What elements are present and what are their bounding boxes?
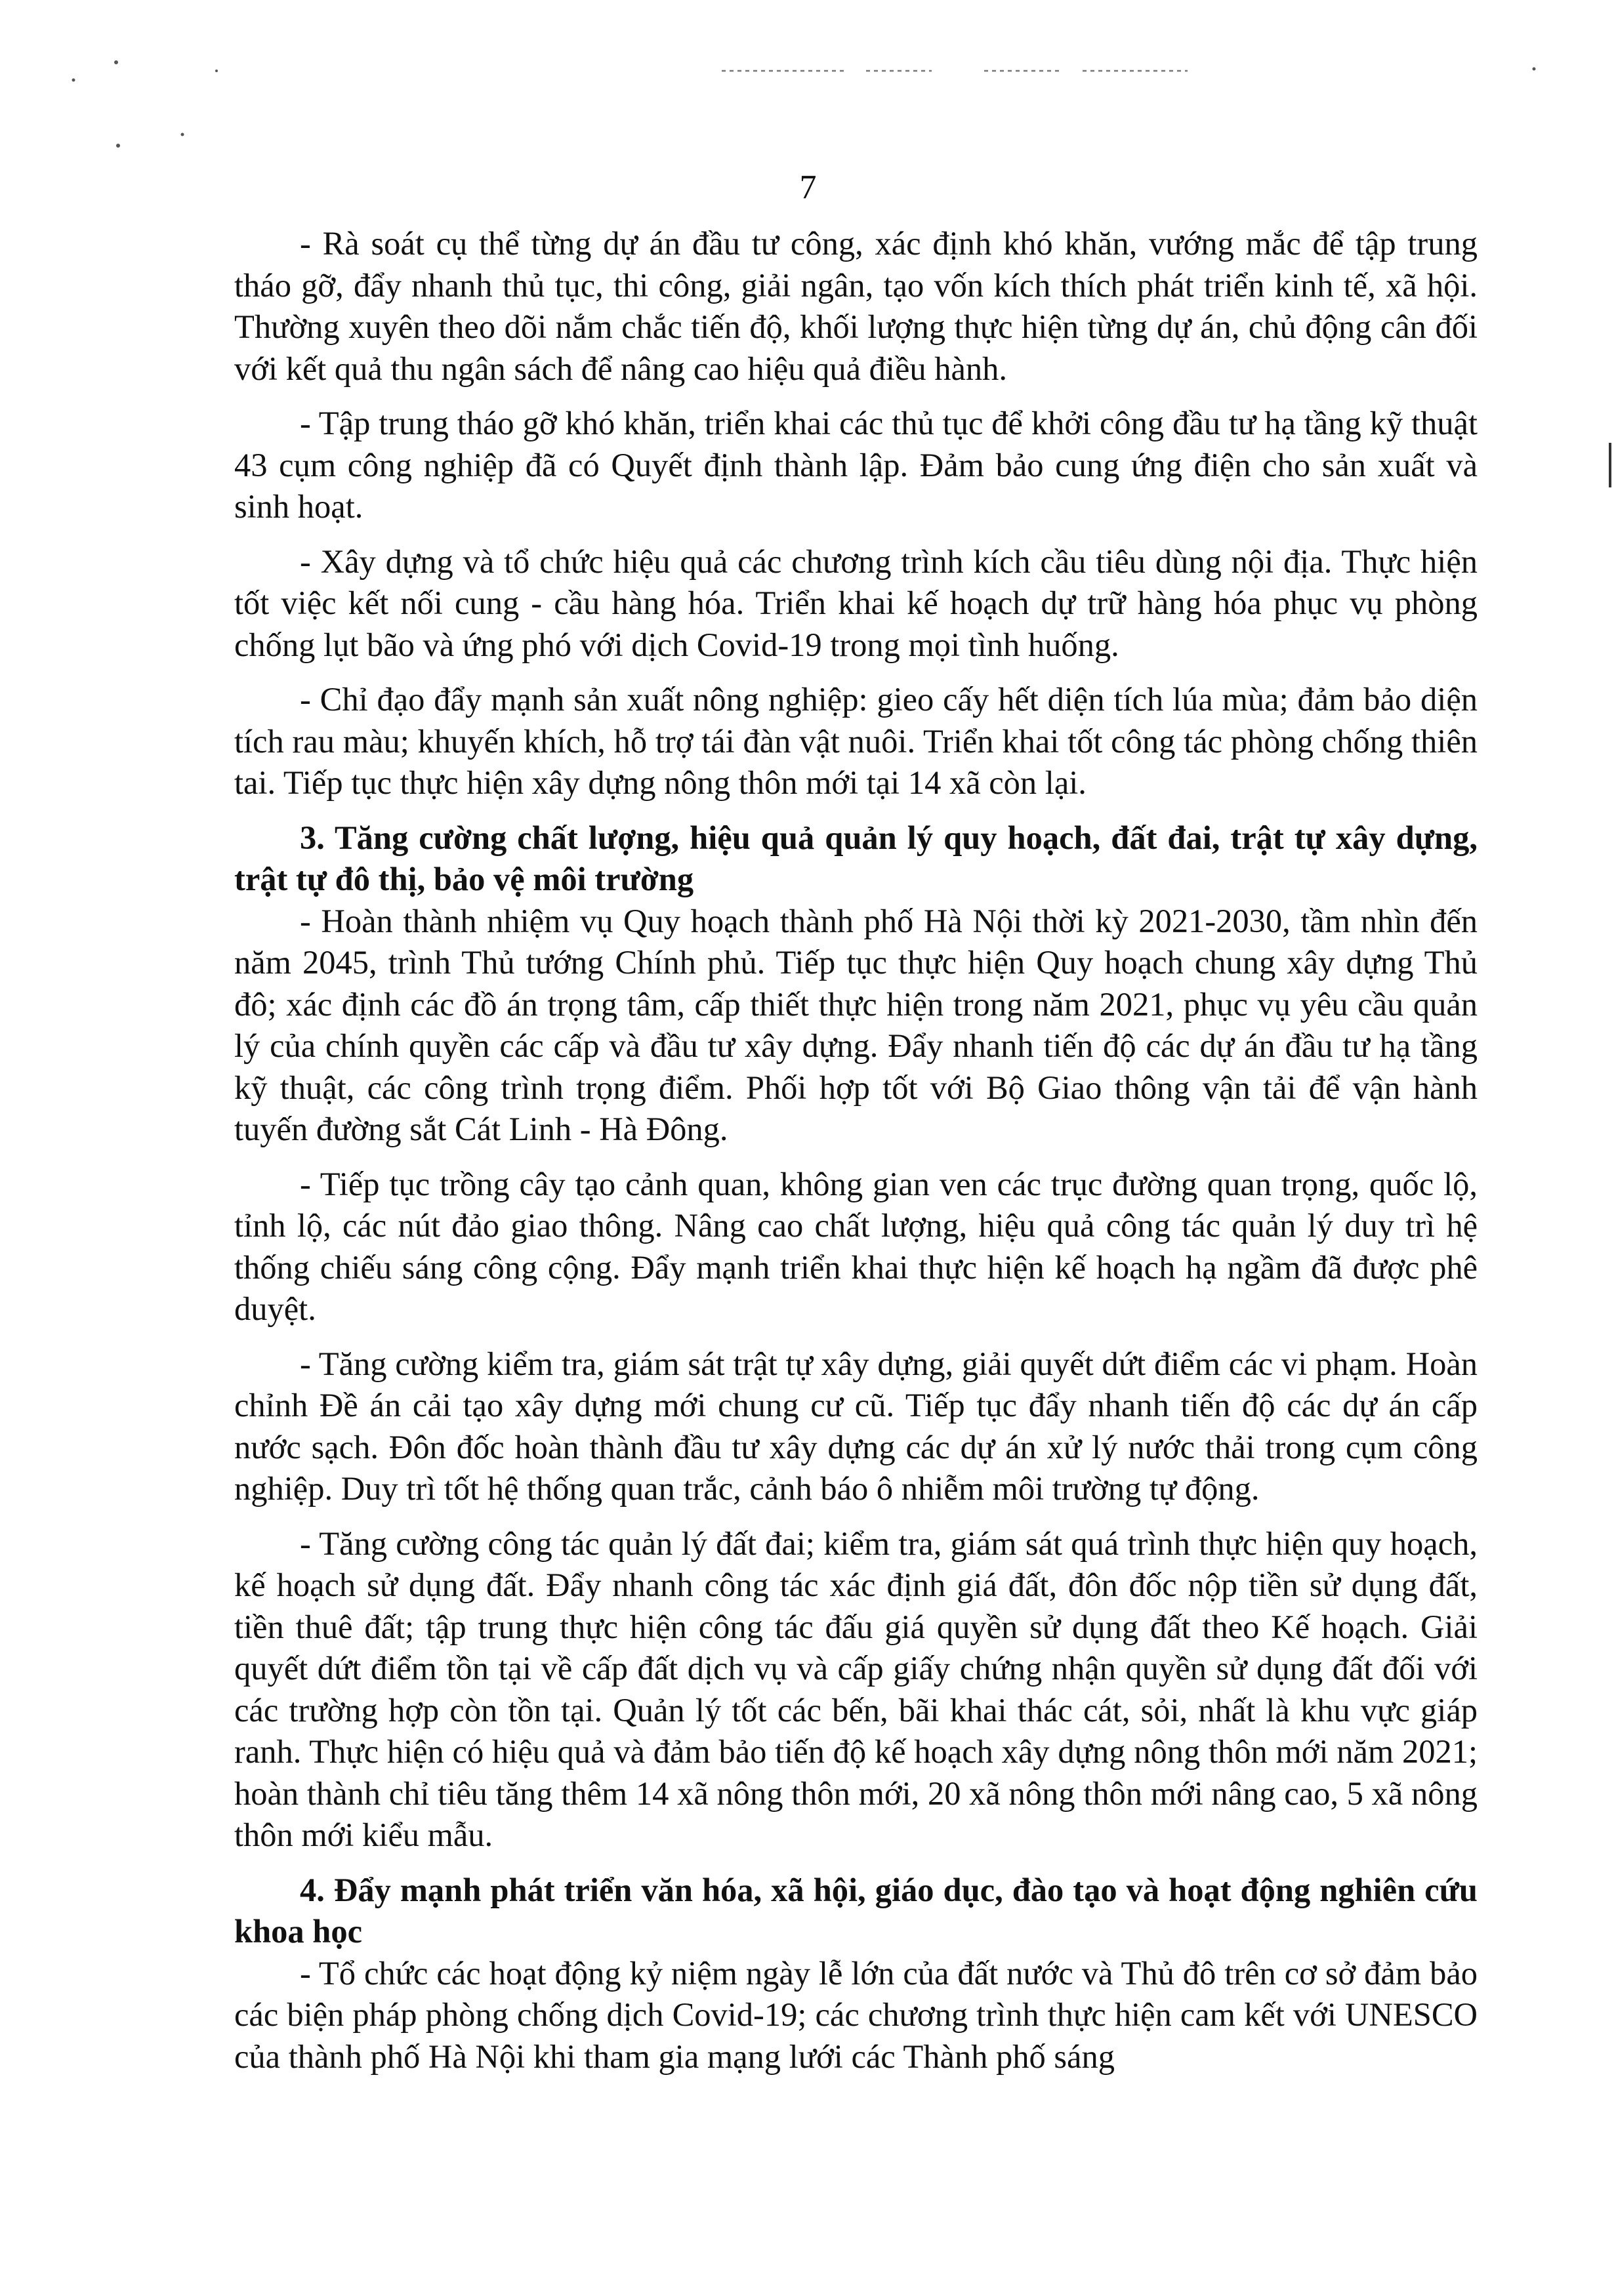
paragraph-public-investment: - Rà soát cụ thể từng dự án đầu tư công, xác định khó khăn, vướng mắc để tập trung tháo gỡ, đẩy nhanh thủ tục, thi công, giải ngân, tạo vốn kích thích phát triển kinh tế, xã hội. Thường xuyên theo dõi nắm chắc tiến độ, khối lượng thực hiện từng dự án, chủ động cân đối với kết quả thu ngân sách để nâng cao hiệu quả điều hành. (234, 225, 1478, 387)
paragraph-construction-order: - Tăng cường kiểm tra, giám sát trật tự xây dựng, giải quyết dứt điểm các vi phạm. Hoàn chỉnh Đề án cải tạo xây dựng mới chung cư cũ. Tiếp tục đẩy nhanh tiến độ các dự án cấp nước sạch. Đôn đốc hoàn thành đầu tư xây dựng các dự án xử lý nước thải trong cụm công nghiệp. Duy trì tốt hệ thống quan trắc, cảnh báo ô nhiễm môi trường tự động. (234, 1345, 1478, 1507)
paragraph-agriculture: - Chỉ đạo đẩy mạnh sản xuất nông nghiệp: gieo cấy hết diện tích lúa mùa; đảm bảo diện tích rau màu; khuyến khích, hỗ trợ tái đàn vật nuôi. Triển khai tốt công tác phòng chống thiên tai. Tiếp tục thực hiện xây dựng nông thôn mới tại 14 xã còn lại. (234, 681, 1478, 801)
paragraph-culture-events: - Tổ chức các hoạt động kỷ niệm ngày lễ lớn của đất nước và Thủ đô trên cơ sở đảm bảo các biện pháp phòng chống dịch Covid-19; các chương trình thực hiện cam kết với UNESCO của thành phố Hà Nội khi tham gia mạng lưới các Thành phố sáng (234, 1954, 1478, 2075)
paragraph-industrial-clusters: - Tập trung tháo gỡ khó khăn, triển khai các thủ tục để khởi công đầu tư hạ tầng kỹ thuật 43 cụm công nghiệp đã có Quyết định thành lập. Đảm bảo cung ứng điện cho sản xuất và sinh hoạt. (234, 405, 1478, 525)
section-heading-3: 3. Tăng cường chất lượng, hiệu quả quản lý quy hoạch, đất đai, trật tự xây dựng, trật tự đô thị, bảo vệ môi trường (234, 819, 1478, 897)
paragraph-planning: - Hoàn thành nhiệm vụ Quy hoạch thành phố Hà Nội thời kỳ 2021-2030, tầm nhìn đến năm 2045, trình Thủ tướng Chính phủ. Tiếp tục thực hiện Quy hoạch chung xây dựng Thủ đô; xác định các đồ án trọng tâm, cấp thiết thực hiện trong năm 2021, phục vụ yêu cầu quản lý của chính quyền các cấp và đầu tư xây dựng. Đẩy nhanh tiến độ các dự án đầu tư hạ tầng kỹ thuật, các công trình trọng điểm. Phối hợp tốt với Bộ Giao thông vận tải để vận hành tuyến đường sắt Cát Linh - Hà Đông. (234, 902, 1478, 1147)
section-heading-4: 4. Đẩy mạnh phát triển văn hóa, xã hội, giáo dục, đào tạo và hoạt động nghiên cứu khoa học (234, 1871, 1478, 1950)
paragraph-domestic-consumption: - Xây dựng và tổ chức hiệu quả các chương trình kích cầu tiêu dùng nội địa. Thực hiện tốt việc kết nối cung - cầu hàng hóa. Triển khai kế hoạch dự trữ hàng hóa phục vụ phòng chống lụt bão và ứng phó với dịch Covid-19 trong mọi tình huống. (234, 543, 1478, 663)
paragraph-land-management: - Tăng cường công tác quản lý đất đai; kiểm tra, giám sát quá trình thực hiện quy hoạch, kế hoạch sử dụng đất. Đẩy nhanh công tác xác định giá đất, đôn đốc nộp tiền sử dụng đất, tiền thuê đất; tập trung thực hiện công tác đấu giá quyền sử dụng đất theo Kế hoạch. Giải quyết dứt điểm tồn tại về cấp đất dịch vụ và cấp giấy chứng nhận quyền sử dụng đất đối với các trường hợp còn tồn tại. Quản lý tốt các bến, bãi khai thác cát, sỏi, nhất là khu vực giáp ranh. Thực hiện có hiệu quả và đảm bảo tiến độ kế hoạch xây dựng nông thôn mới năm 2021; hoàn thành chỉ tiêu tăng thêm 14 xã nông thôn mới, 20 xã nông thôn mới nâng cao, 5 xã nông thôn mới kiểu mẫu. (234, 1525, 1478, 1853)
scan-edge-mark (1609, 443, 1611, 487)
document-body (234, 223, 1478, 2091)
paragraph-landscape: - Tiếp tục trồng cây tạo cảnh quan, không gian ven các trục đường quan trọng, quốc lộ, tỉnh lộ, các nút đảo giao thông. Nâng cao chất lượng, hiệu quả công tác quản lý duy trì hệ thống chiếu sáng công cộng. Đẩy mạnh triển khai thực hiện kế hoạch hạ ngầm đã được phê duyệt. (234, 1165, 1478, 1327)
page-number: 7 (799, 169, 817, 206)
scan-noise-marks (0, 0, 1616, 197)
